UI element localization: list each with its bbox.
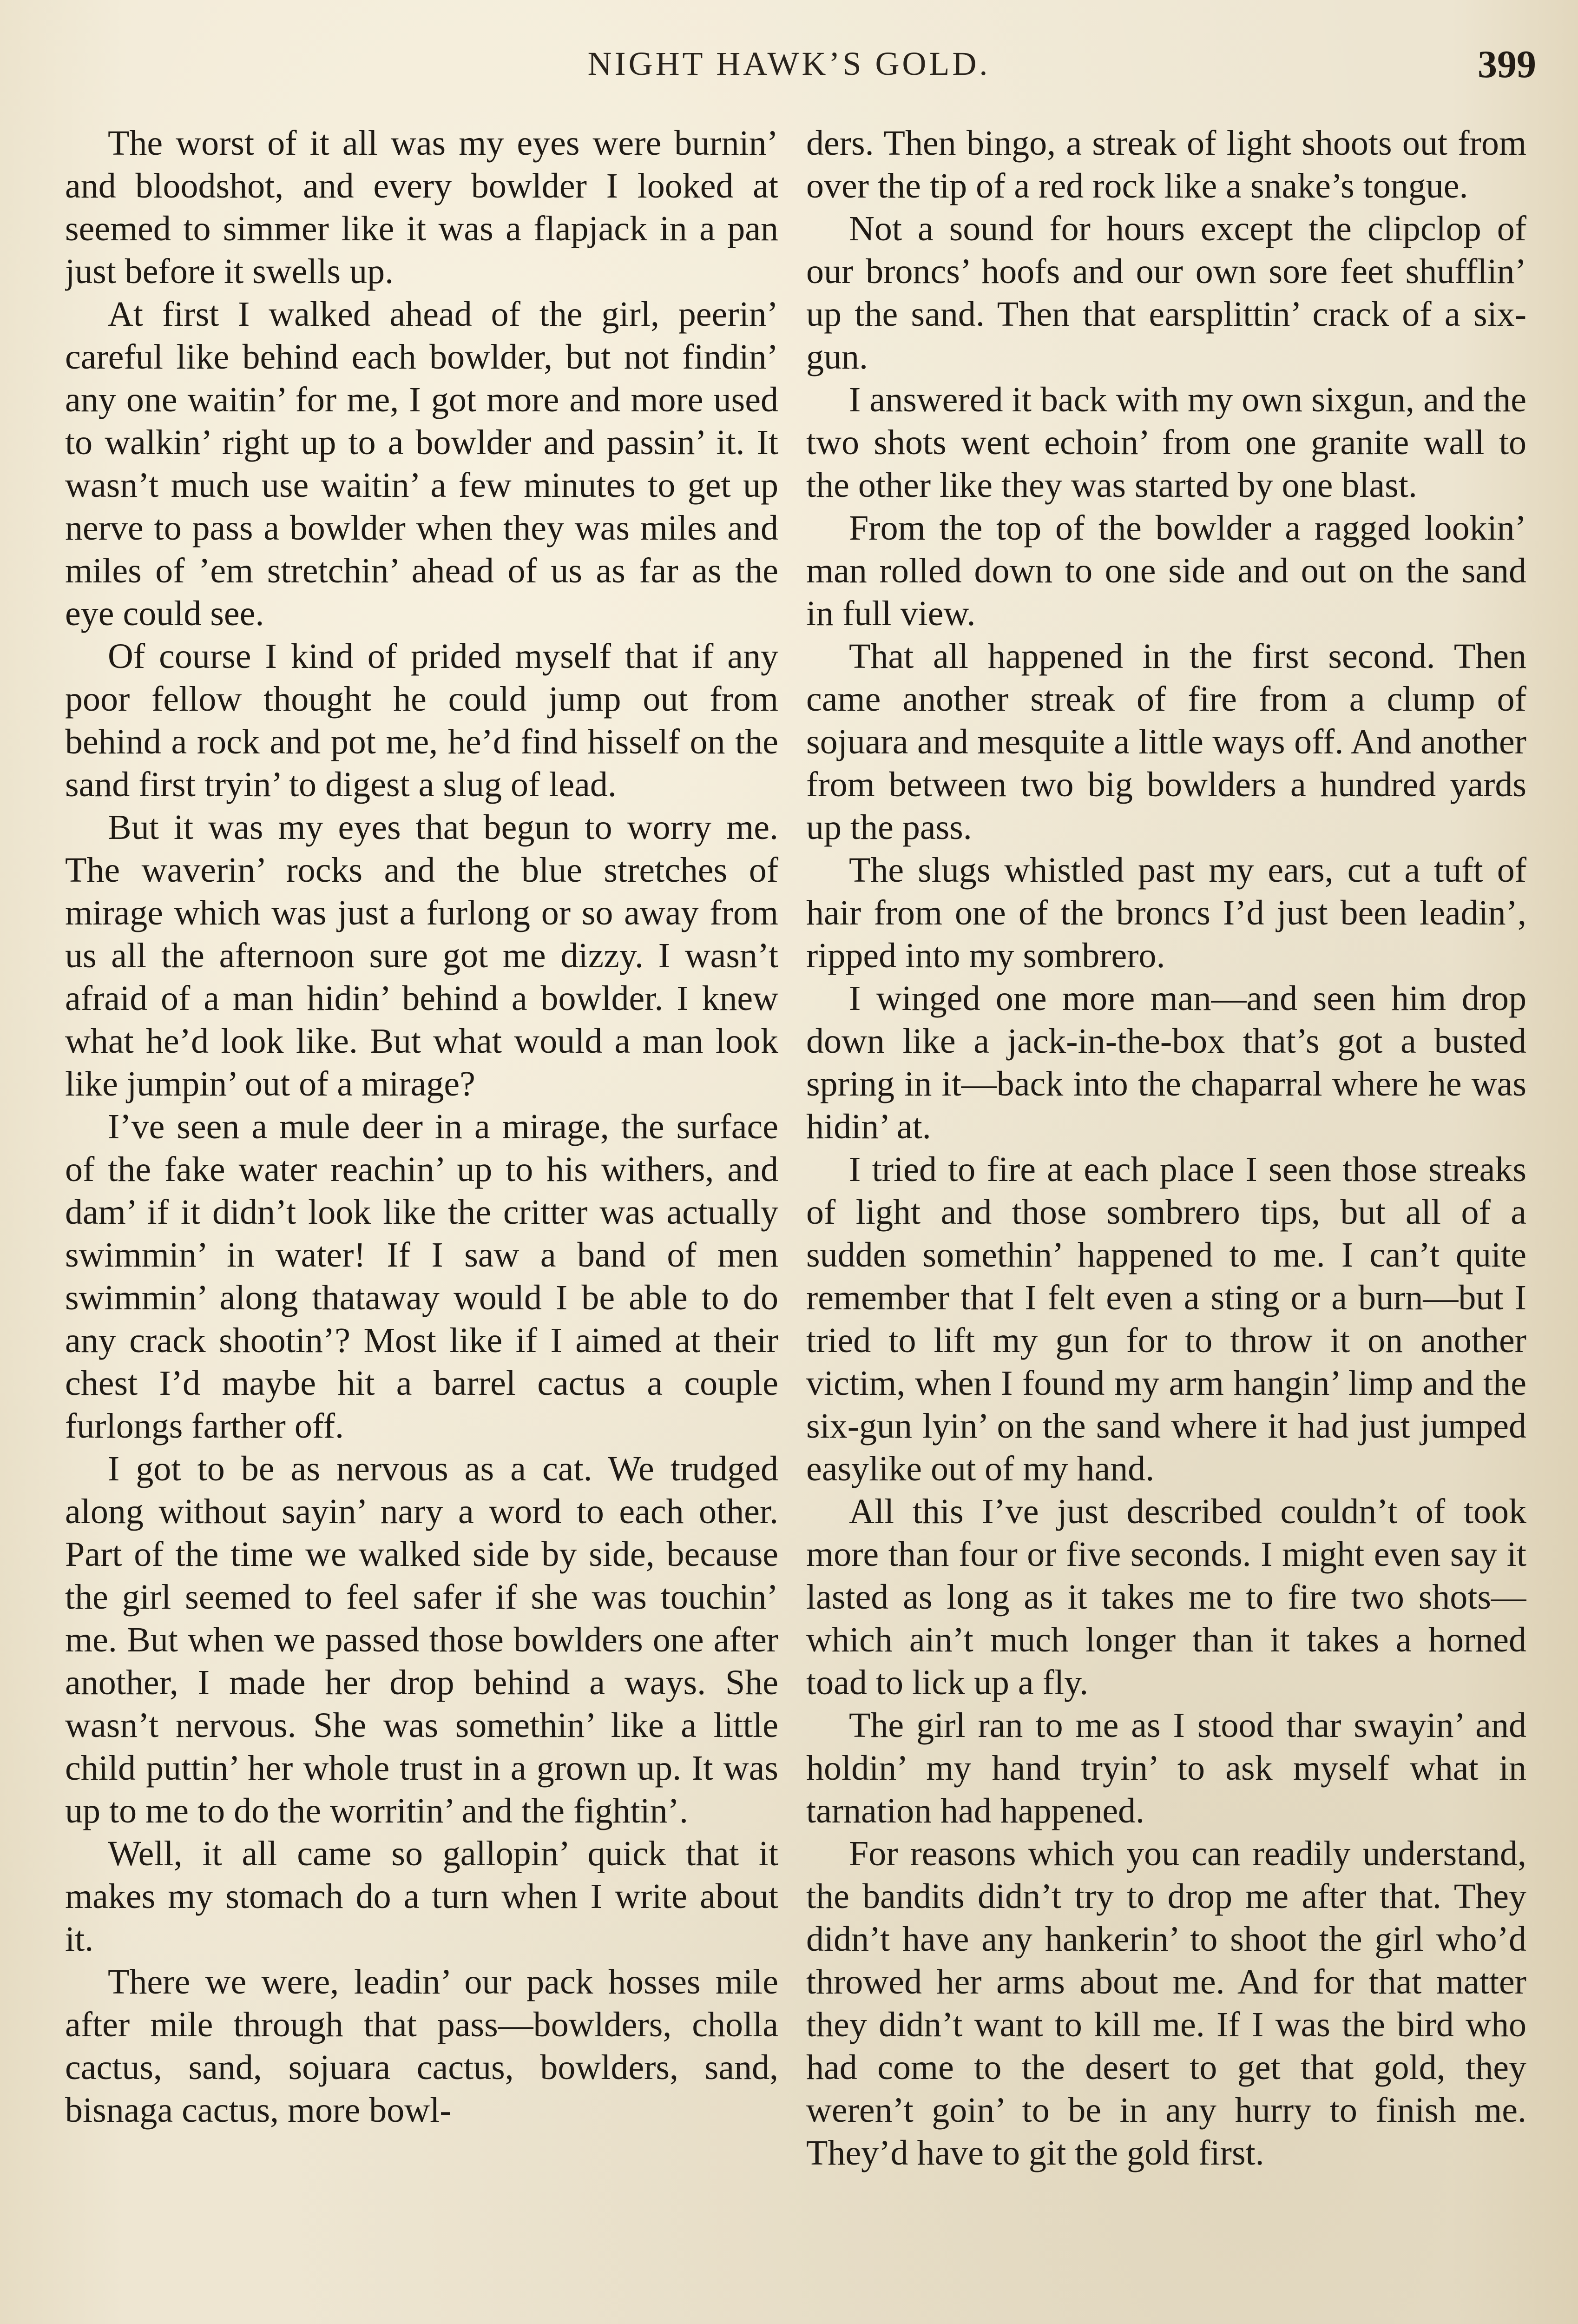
- paragraph: There we were, leadin’ our pack hosses mile after mile through that pass—bowlders, cholla cactus, sand, sojuara cactus, bowlders, sand, bisnaga cactus, more bowl-: [65, 1962, 778, 2130]
- paragraph: All this I’ve just described couldn’t of took more than four or five seconds. I might even say it lasted as long as it takes me to fire two shots—which ain’t much longer than it takes a horned toad to lick up a fly.: [806, 1492, 1526, 1702]
- running-title: NIGHT HAWK’S GOLD.: [587, 45, 991, 82]
- paragraph: The slugs whistled past my ears, cut a tuft of hair from one of the broncs I’d just been leadin’, ripped into my sombrero.: [806, 851, 1526, 975]
- paragraph: But it was my eyes that begun to worry me. The waverin’ rocks and the blue stretches of mirage which was just a furlong or so away from us all the afternoon sure got me dizzy. I wasn’t afraid of a man hidin’ behind a bowlder. I knew what he’d look like. But what would a man look like jumpin’ out of a mirage?: [65, 808, 778, 1103]
- page-number: 399: [1478, 43, 1536, 86]
- paragraph: Well, it all came so gallopin’ quick that it makes my stomach do a turn when I write about it.: [65, 1834, 778, 1959]
- paragraph-continued: ders. Then bingo, a streak of light shoots out from over the tip of a red rock like a snake’s tongue.: [806, 124, 1526, 205]
- left-column: [65, 122, 778, 2324]
- paragraph: For reasons which you can readily understand, the bandits didn’t try to drop me after that. They didn’t have any hankerin’ to shoot the girl who’d throwed her arms about me. And for that matter they didn’t want to kill me. If I was the bird who had come to the desert to get that gold, they weren’t goin’ to be in any hurry to finish me. They’d have to git the gold first.: [806, 1834, 1526, 2172]
- paragraph: I tried to fire at each place I seen those streaks of light and those sombrero tips, but all of a sudden somethin’ happened to me. I can’t quite remember that I felt even a sting or a burn—but I tried to lift my gun for to throw it on another victim, when I found my arm hangin’ limp and the six-gun lyin’ on the sand where it had just jumped easylike out of my hand.: [806, 1150, 1526, 1488]
- paragraph: I got to be as nervous as a cat. We trudged along without sayin’ nary a word to each other. Part of the time we walked side by side, because the girl seemed to feel safer if she was touchin’ me. But when we passed those bowlders one after another, I made her drop behind a ways. She wasn’t nervous. She was somethin’ like a little child puttin’ her whole trust in a grown up. It was up to me to do the worritin’ and the fightin’.: [65, 1449, 778, 1830]
- paragraph: The worst of it all was my eyes were burnin’ and bloodshot, and every bowlder I looked at seemed to simmer like it was a flapjack in a pan just before it swells up.: [65, 124, 778, 291]
- paragraph: That all happened in the first second. Then came another streak of fire from a clump of sojuara and mesquite a little ways off. And another from between two big bowlders a hundred yards up the pass.: [806, 637, 1526, 847]
- paragraph: I’ve seen a mule deer in a mirage, the surface of the fake water reachin’ up to his withers, and dam’ if it didn’t look like the critter was actually swimmin’ in water! If I saw a band of men swimmin’ along thataway would I be able to do any crack shootin’? Most like if I aimed at their chest I’d maybe hit a barrel cactus a couple furlongs farther off.: [65, 1107, 778, 1446]
- paragraph: At first I walked ahead of the girl, peerin’ careful like behind each bowlder, but not findin’ any one waitin’ for me, I got more and more used to walkin’ right up to a bowlder and passin’ it. It wasn’t much use waitin’ a few minutes to get up nerve to pass a bowlder when they was miles and miles of ’em stretchin’ ahead of us as far as the eye could see.: [65, 295, 778, 633]
- paragraph: I answered it back with my own sixgun, and the two shots went echoin’ from one granite wall to the other like they was started by one blast.: [806, 380, 1526, 505]
- paragraph: The girl ran to me as I stood thar swayin’ and holdin’ my hand tryin’ to ask myself what in tarnation had happened.: [806, 1706, 1526, 1830]
- paragraph: From the top of the bowlder a ragged lookin’ man rolled down to one side and out on the sand in full view.: [806, 508, 1526, 633]
- page-header: [0, 45, 1578, 96]
- paragraph: Not a sound for hours except the clipclop of our broncs’ hoofs and our own sore feet shufflin’ up the sand. Then that earsplittin’ crack of a six-gun.: [806, 209, 1526, 376]
- paragraph: I winged one more man—and seen him drop down like a jack-in-the-box that’s got a busted spring in it—back into the chaparral where he was hidin’ at.: [806, 979, 1526, 1146]
- right-column: [806, 122, 1526, 2324]
- paragraph: Of course I kind of prided myself that if any poor fellow thought he could jump out from behind a rock and pot me, he’d find hisself on the sand first tryin’ to digest a slug of lead.: [65, 637, 778, 804]
